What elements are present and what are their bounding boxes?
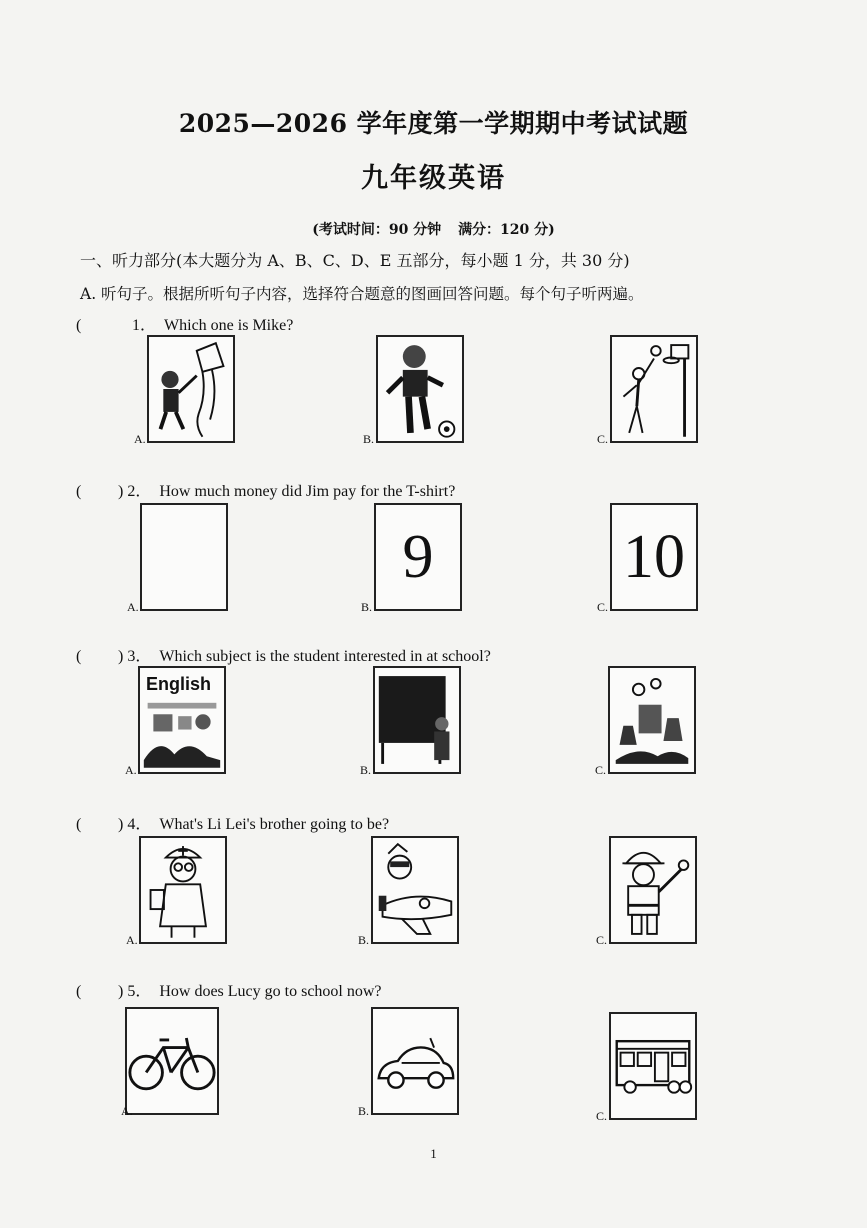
option-5c[interactable] — [596, 1012, 697, 1123]
option-2a[interactable] — [127, 503, 228, 614]
option-5a[interactable] — [121, 1007, 219, 1118]
car-icon — [371, 1007, 459, 1115]
option-letter: A. — [126, 933, 138, 947]
option-2c[interactable] — [597, 503, 698, 614]
answer-paren[interactable]: ( — [76, 983, 82, 1000]
question-2 — [76, 478, 455, 501]
answer-paren[interactable]: ( — [76, 648, 82, 665]
option-4b[interactable] — [358, 836, 459, 947]
option-letter: C. — [597, 600, 609, 614]
soccer-player-icon — [376, 335, 464, 443]
question-number: ) 2． — [118, 483, 152, 500]
option-4a[interactable] — [126, 836, 227, 947]
number-card-icon — [374, 503, 462, 611]
question-text: Which subject is the student interested in at school? — [159, 648, 491, 665]
question-number: ) 3． — [118, 648, 152, 665]
answer-paren[interactable]: ( — [76, 317, 82, 334]
option-4c[interactable] — [596, 836, 697, 947]
option-3c[interactable] — [595, 666, 696, 777]
option-3b[interactable] — [360, 666, 461, 777]
question-5 — [76, 978, 382, 1001]
question-number: ) 5． — [118, 983, 152, 1000]
question-text: How does Lucy go to school now? — [159, 983, 382, 1000]
number-card-icon — [610, 503, 698, 611]
card-value — [142, 505, 226, 609]
question-1 — [76, 312, 293, 335]
part-a-instruction: A. 听句子。根据所听句子内容，选择符合题意的图画回答问题。每个句子听两遍。 — [80, 285, 644, 303]
page-number: 1 — [430, 1146, 437, 1161]
option-letter: B. — [360, 763, 372, 777]
card-value: 10 — [623, 522, 685, 591]
blank-card-icon — [140, 503, 228, 611]
option-letter: C. — [595, 763, 607, 777]
science-experiment-icon — [608, 666, 696, 774]
option-letter: C. — [596, 933, 608, 947]
option-3a[interactable] — [125, 666, 226, 777]
option-letter: A. — [127, 600, 139, 614]
exam-subtitle: 九年级英语 — [361, 163, 506, 194]
option-5b[interactable] — [358, 1007, 459, 1118]
option-letter: A. — [125, 763, 137, 777]
answer-paren[interactable]: ( — [76, 483, 82, 500]
bus-icon — [609, 1012, 697, 1120]
question-3 — [76, 643, 491, 666]
option-letter: B. — [358, 933, 370, 947]
option-letter: A. — [134, 432, 146, 446]
question-number: ) 4． — [118, 816, 152, 833]
full-score: 满分：120 分) — [458, 222, 555, 238]
option-letter: B. — [363, 432, 375, 446]
question-number: 1． — [132, 317, 157, 334]
section-heading: 一、听力部分(本大题分为 A、B、C、D、E 五部分，每小题 1 分，共 30 分) — [80, 251, 630, 270]
option-letter: C. — [596, 1109, 608, 1123]
option-2b[interactable] — [361, 503, 462, 614]
english-book-icon — [138, 666, 226, 774]
option-1b[interactable] — [363, 335, 464, 446]
question-text: What's Li Lei's brother going to be? — [159, 816, 390, 833]
option-1a[interactable] — [134, 335, 235, 446]
question-text: How much money did Jim pay for the T-shirt? — [159, 483, 456, 500]
option-letter: A. — [121, 1104, 133, 1118]
exam-time: (考试时间：90 分钟 — [312, 222, 442, 238]
option-letter: C. — [597, 432, 609, 446]
pilot-icon — [371, 836, 459, 944]
option-1c[interactable] — [597, 335, 698, 446]
card-value: 9 — [402, 522, 434, 591]
doctor-icon — [139, 836, 227, 944]
book-title: English — [146, 674, 212, 694]
builder-icon — [609, 836, 697, 944]
question-text: Which one is Mike? — [164, 317, 294, 334]
exam-title: 2025—2026 学年度第一学期期中考试试题 — [178, 109, 689, 138]
option-letter: B. — [361, 600, 373, 614]
option-letter: B. — [358, 1104, 370, 1118]
question-4 — [76, 811, 389, 834]
answer-paren[interactable]: ( — [76, 816, 82, 833]
basketball-player-icon — [610, 335, 698, 443]
kite-flying-boy-icon — [147, 335, 235, 443]
exam-info — [0, 219, 867, 239]
blackboard-teacher-icon — [373, 666, 461, 774]
bicycle-icon — [125, 1007, 219, 1115]
